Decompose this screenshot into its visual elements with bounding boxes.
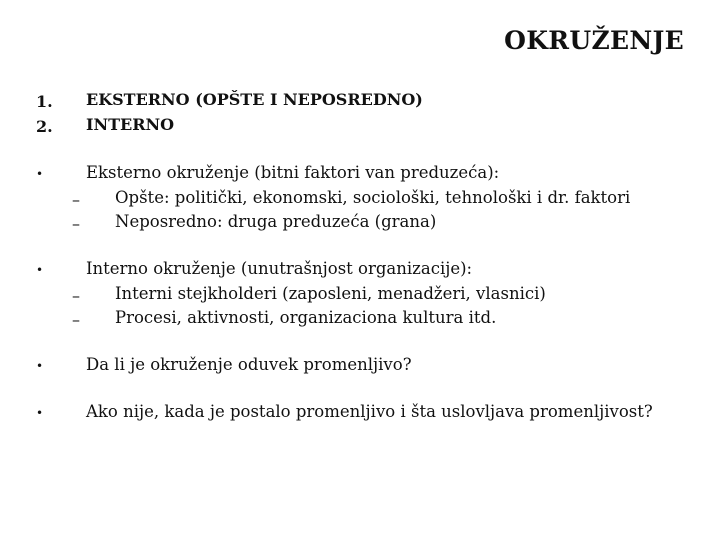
sub-item-procesi: Procesi, aktivnosti, organizaciona kultura itd. (115, 308, 497, 327)
sub-item-neposredno: Neposredno: druga preduzeća (grana) (115, 212, 437, 231)
list-number: 2. (36, 117, 53, 136)
list-number: 1. (36, 92, 53, 111)
dash-icon: – (72, 214, 80, 233)
bullet-item-question-1: Da li je okruženje oduvek promenljivo? (86, 355, 412, 374)
bullet-item-interno-okruzenje: Interno okruženje (unutrašnjost organizacije): (86, 259, 473, 278)
sub-item-opste: Opšte: politički, ekonomski, sociološki, tehnološki i dr. faktori (115, 188, 631, 207)
dash-icon: – (72, 190, 80, 209)
dash-icon: – (72, 310, 80, 329)
sub-item-interni-stejkholderi: Interni stejkholderi (zaposleni, menadžeri, vlasnici) (115, 284, 546, 303)
numbered-item-interno: INTERNO (86, 115, 175, 134)
bullet-item-question-2: Ako nije, kada je postalo promenljivo i šta uslovljava promenljivost? (86, 402, 653, 421)
bullet-icon: • (36, 359, 44, 373)
bullet-item-eksterno-okruzenje: Eksterno okruženje (bitni faktori van preduzeća): (86, 163, 500, 182)
bullet-icon: • (36, 406, 44, 420)
slide-title: OKRUŽENJE (504, 26, 684, 55)
bullet-icon: • (36, 167, 44, 181)
bullet-icon: • (36, 263, 44, 277)
numbered-item-eksterno: EKSTERNO (OPŠTE I NEPOSREDNO) (86, 90, 423, 109)
dash-icon: – (72, 286, 80, 305)
